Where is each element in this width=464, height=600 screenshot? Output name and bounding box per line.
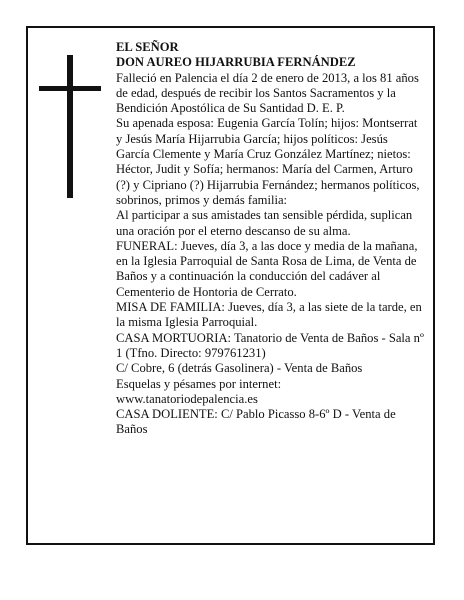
title-line: EL SEÑOR [116, 40, 179, 54]
cross-horizontal-bar [39, 86, 101, 91]
online-condolences: Esquelas y pésames por internet: www.tanatoriodepalencia.es [116, 376, 282, 406]
family-list: Su apenada esposa: Eugenia García Tolín; hijos: Montserrat y Jesús María Hijarrubia García; hijos políticos: Jesús García Clemente y María Cruz González Martínez; nietos: Héctor, Judit y Sofía; hermanos: María del Carmen, Arturo (?) y Cipriano (?) Hijarrubia Fernández; hermanos políticos, sobrinos, primos y demás familia: [116, 116, 420, 207]
family-home-address: CASA DOLIENTE: C/ Pablo Picasso 8-6º D - Venta de Baños [116, 407, 396, 437]
obituary-text [116, 40, 424, 438]
funeral-details: FUNERAL: Jueves, día 3, a las doce y media de la mañana, en la Iglesia Parroquial de Santa Rosa de Lima, de Venta de Baños y a continuación la conducción del cadáver al Cementerio de Hontoria de Cerrato. [116, 238, 418, 299]
cross-vertical-bar [67, 55, 73, 198]
family-mass-details: MISA DE FAMILIA: Jueves, día 3, a las siete de la tarde, en la misma Iglesia Parroquial. [116, 300, 422, 330]
prayer-request: Al participar a sus amistades tan sensible pérdida, suplican una oración por el eterno descanso de su alma. [116, 208, 413, 238]
death-announcement: Falleció en Palencia el día 2 de enero de 2013, a los 81 años de edad, después de recibir los Santos Sacramentos y la Bendición Apostólica de Su Santidad D. E. P. [116, 70, 419, 116]
funeral-home-address: C/ Cobre, 6 (detrás Gasolinera) - Venta de Baños [116, 361, 363, 376]
cross-icon [39, 55, 101, 198]
deceased-name: DON AUREO HIJARRUBIA FERNÁNDEZ [116, 55, 356, 70]
funeral-home-details: CASA MORTUORIA: Tanatorio de Venta de Baños - Sala nº 1 (Tfno. Directo: 979761231) [116, 330, 424, 360]
